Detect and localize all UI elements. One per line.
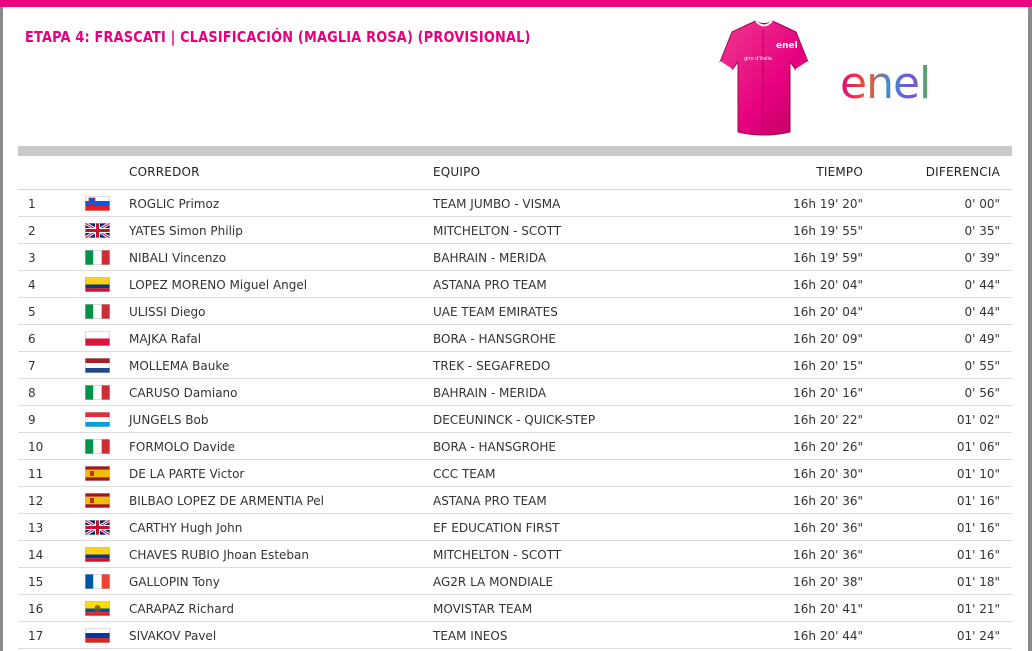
time-gap: 0' 35" <box>964 224 1000 238</box>
table-row[interactable] <box>18 622 1012 649</box>
flag-col-icon <box>85 547 110 562</box>
rider-name: JUNGELS Bob <box>129 413 209 427</box>
team-name: TEAM JUMBO - VISMA <box>433 197 561 211</box>
table-row[interactable] <box>18 190 1012 217</box>
column-header-time: TIEMPO <box>816 165 863 179</box>
total-time: 16h 20' 04" <box>793 305 863 319</box>
flag-gbr-icon <box>85 223 110 238</box>
position-number: 17 <box>28 629 44 643</box>
rider-name: CARAPAZ Richard <box>129 602 234 616</box>
maglia-rosa-jersey-icon <box>716 18 812 138</box>
time-gap: 01' 06" <box>956 440 1000 454</box>
time-gap: 01' 16" <box>956 494 1000 508</box>
time-gap: 0' 55" <box>964 359 1000 373</box>
flag-lux-icon <box>85 412 110 427</box>
rider-name: SIVAKOV Pavel <box>129 629 217 643</box>
rider-name: LOPEZ MORENO Miguel Angel <box>129 278 308 292</box>
flag-ita-icon <box>85 385 110 400</box>
position-number: 9 <box>28 413 36 427</box>
total-time: 16h 19' 20" <box>793 197 863 211</box>
time-gap: 01' 24" <box>956 629 1000 643</box>
flag-col-icon <box>85 277 110 292</box>
total-time: 16h 20' 16" <box>793 386 863 400</box>
time-gap: 01' 16" <box>956 548 1000 562</box>
team-name: AG2R LA MONDIALE <box>433 575 554 589</box>
rider-name: CHAVES RUBIO Jhoan Esteban <box>129 548 309 562</box>
time-gap: 01' 02" <box>956 413 1000 427</box>
table-row[interactable] <box>18 379 1012 406</box>
total-time: 16h 20' 30" <box>793 467 863 481</box>
rider-name: GALLOPIN Tony <box>129 575 220 589</box>
page-title: ETAPA 4: FRASCATI | CLASIFICACIÓN (MAGLIA ROSA) (PROVISIONAL) <box>25 28 531 46</box>
position-number: 16 <box>28 602 44 616</box>
position-number: 3 <box>28 251 36 265</box>
team-name: BORA - HANSGROHE <box>433 332 556 346</box>
position-number: 5 <box>28 305 36 319</box>
team-name: BAHRAIN - MERIDA <box>433 251 547 265</box>
team-name: MITCHELTON - SCOTT <box>433 548 562 562</box>
team-name: MITCHELTON - SCOTT <box>433 224 562 238</box>
frame-left-border <box>0 7 3 651</box>
table-row[interactable] <box>18 595 1012 622</box>
time-gap: 0' 44" <box>964 305 1000 319</box>
table-row[interactable] <box>18 217 1012 244</box>
total-time: 16h 20' 26" <box>793 440 863 454</box>
time-gap: 01' 16" <box>956 521 1000 535</box>
position-number: 4 <box>28 278 36 292</box>
total-time: 16h 19' 55" <box>793 224 863 238</box>
team-name: TEAM INEOS <box>433 629 508 643</box>
flag-esp-icon <box>85 493 110 508</box>
table-row[interactable] <box>18 244 1012 271</box>
time-gap: 01' 10" <box>956 467 1000 481</box>
total-time: 16h 19' 59" <box>793 251 863 265</box>
jersey-race-text: giro d'italia <box>744 56 772 62</box>
rider-name: CARTHY Hugh John <box>129 521 243 535</box>
table-header <box>18 156 1012 190</box>
position-number: 1 <box>28 197 36 211</box>
table-row[interactable] <box>18 460 1012 487</box>
rider-name: NIBALI Vincenzo <box>129 251 227 265</box>
top-accent-bar <box>0 0 1032 7</box>
table-body <box>18 190 1012 649</box>
rider-name: MAJKA Rafal <box>129 332 202 346</box>
flag-ned-icon <box>85 358 110 373</box>
table-row[interactable] <box>18 514 1012 541</box>
enel-logo <box>838 52 968 108</box>
team-name: MOVISTAR TEAM <box>433 602 533 616</box>
table-row[interactable] <box>18 568 1012 595</box>
team-name: BAHRAIN - MERIDA <box>433 386 547 400</box>
table-row[interactable] <box>18 541 1012 568</box>
position-number: 6 <box>28 332 36 346</box>
team-name: DECEUNINCK - QUICK-STEP <box>433 413 596 427</box>
table-row[interactable] <box>18 433 1012 460</box>
position-number: 11 <box>28 467 44 481</box>
table-row[interactable] <box>18 271 1012 298</box>
flag-gbr-icon <box>85 520 110 535</box>
total-time: 16h 20' 36" <box>793 548 863 562</box>
total-time: 16h 20' 36" <box>793 494 863 508</box>
total-time: 16h 20' 22" <box>793 413 863 427</box>
position-number: 12 <box>28 494 44 508</box>
classification-table <box>18 156 1012 649</box>
rider-name: FORMOLO Davide <box>129 440 236 454</box>
total-time: 16h 20' 41" <box>793 602 863 616</box>
time-gap: 01' 18" <box>956 575 1000 589</box>
column-header-rider: CORREDOR <box>129 165 200 179</box>
time-gap: 0' 56" <box>964 386 1000 400</box>
position-number: 13 <box>28 521 44 535</box>
total-time: 16h 20' 15" <box>793 359 863 373</box>
flag-ita-icon <box>85 250 110 265</box>
time-gap: 0' 39" <box>964 251 1000 265</box>
rider-name: YATES Simon Philip <box>129 224 243 238</box>
flag-rus-icon <box>85 628 110 643</box>
frame-right-border <box>1028 7 1032 651</box>
team-name: EF EDUCATION FIRST <box>433 521 560 535</box>
flag-ita-icon <box>85 439 110 454</box>
position-number: 7 <box>28 359 36 373</box>
total-time: 16h 20' 04" <box>793 278 863 292</box>
table-row[interactable] <box>18 406 1012 433</box>
team-name: BORA - HANSGROHE <box>433 440 556 454</box>
jersey-brand-text: enel <box>776 41 798 51</box>
time-gap: 01' 21" <box>956 602 1000 616</box>
team-name: ASTANA PRO TEAM <box>433 278 547 292</box>
column-header-gap: DIFERENCIA <box>925 165 1000 179</box>
total-time: 16h 20' 44" <box>793 629 863 643</box>
flag-ecu-icon <box>85 601 110 616</box>
flag-fra-icon <box>85 574 110 589</box>
total-time: 16h 20' 38" <box>793 575 863 589</box>
total-time: 16h 20' 36" <box>793 521 863 535</box>
team-name: ASTANA PRO TEAM <box>433 494 547 508</box>
rider-name: DE LA PARTE Victor <box>129 467 245 481</box>
time-gap: 0' 49" <box>964 332 1000 346</box>
table-row[interactable] <box>18 487 1012 514</box>
rider-name: ULISSI Diego <box>129 305 206 319</box>
position-number: 14 <box>28 548 44 562</box>
time-gap: 0' 44" <box>964 278 1000 292</box>
rider-name: ROGLIC Primoz <box>129 197 220 211</box>
table-row[interactable] <box>18 325 1012 352</box>
position-number: 10 <box>28 440 44 454</box>
time-gap: 0' 00" <box>964 197 1000 211</box>
team-name: TREK - SEGAFREDO <box>433 359 551 373</box>
team-name: CCC TEAM <box>433 467 496 481</box>
flag-esp-icon <box>85 466 110 481</box>
rider-name: BILBAO LOPEZ DE ARMENTIA Pel <box>129 494 325 508</box>
total-time: 16h 20' 09" <box>793 332 863 346</box>
flag-svn-icon <box>85 196 110 211</box>
column-header-team: EQUIPO <box>433 165 481 179</box>
table-row[interactable] <box>18 298 1012 325</box>
rider-name: CARUSO Damiano <box>129 386 238 400</box>
enel-logo-text: enel <box>840 58 931 108</box>
position-number: 15 <box>28 575 44 589</box>
table-header-band <box>18 146 1012 156</box>
rider-name: MOLLEMA Bauke <box>129 359 230 373</box>
position-number: 2 <box>28 224 36 238</box>
table-row[interactable] <box>18 352 1012 379</box>
flag-ita-icon <box>85 304 110 319</box>
team-name: UAE TEAM EMIRATES <box>433 305 558 319</box>
position-number: 8 <box>28 386 36 400</box>
flag-pol-icon <box>85 331 110 346</box>
